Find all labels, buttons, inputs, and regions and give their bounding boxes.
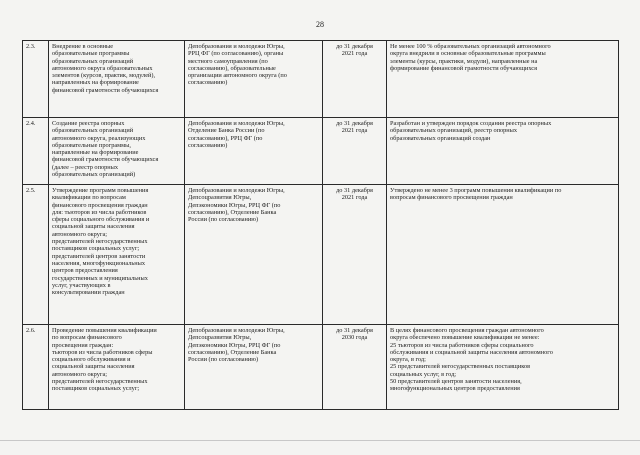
result-cell-line: вопросам финансового просвещения граждан <box>390 194 513 202</box>
deadline-cell-line: до 31 декабря <box>336 120 373 127</box>
deadline-cell <box>323 41 387 118</box>
result-cell-line: В целях финансового просвещения граждан автономного <box>390 327 544 334</box>
result-cell-line: социальных услуг, в год; <box>390 370 457 378</box>
result-cell-line: образовательных организаций создан <box>390 134 491 142</box>
result-cell-line: Разработан и утвержден порядок создания реестра опорных <box>390 120 552 127</box>
table-row <box>23 325 619 410</box>
result-cell <box>387 118 619 185</box>
executors-cell-line: местного самоуправления (по <box>188 57 268 65</box>
task-cell-line: социальной защиты населения <box>52 223 135 231</box>
task-cell-line: Проведение повышения квалификации <box>52 327 157 334</box>
task-cell-line: образовательных организаций) <box>52 171 136 179</box>
task-cell-line: образовательных организаций <box>52 127 134 135</box>
executors-cell-line: организации автономного округа (по <box>188 72 287 80</box>
task-cell-line: Создание реестра опорных <box>52 120 125 127</box>
deadline-cell-line: до 31 декабря <box>336 43 373 50</box>
deadline-cell-line: 2021 года <box>341 127 368 135</box>
result-cell-line: 50 представителей центров занятости населения, <box>390 378 522 386</box>
result-cell-line: округа внедрили в основные образовательные программы <box>390 50 546 58</box>
task-cell-line: Внедрение в основные <box>52 43 114 50</box>
page-bottom-edge <box>0 440 640 441</box>
task-cell-line: услуг, участвующих в <box>52 281 111 289</box>
task-cell-line: для: тьюторов из числа работников <box>52 208 147 216</box>
result-cell-line: элементы (курсы, практики, модули), направленные на <box>390 57 538 65</box>
result-cell-line: Не менее 100 % образовательных организаций автономного <box>390 43 551 50</box>
deadline-cell-line: до 31 декабря <box>336 327 373 334</box>
result-cell-line: 25 представителей негосударственных поставщиков <box>390 363 531 371</box>
executors-cell-line: Отделение Банка России (по <box>188 127 265 135</box>
row-number: 2.4. <box>23 118 49 185</box>
task-cell-line: поставщиков социальных услуг; <box>52 245 140 253</box>
deadline-cell-line: 2030 года <box>341 334 368 342</box>
executors-cell-line: Депобразования и молодежи Югры, <box>188 43 285 50</box>
task-cell-line: населения, многофункциональных <box>52 259 146 267</box>
deadline-cell-line: 2021 года <box>341 50 368 58</box>
executors-cell-line: согласованию), образовательные <box>188 64 276 72</box>
task-cell-line: направленные на формирование <box>52 149 139 157</box>
task-cell <box>49 41 185 118</box>
task-cell-line: тьюторов из числа работников сферы <box>52 348 153 356</box>
executors-cell-line: согласованию), Отделение Банка <box>188 348 277 356</box>
page-number: 28 <box>316 20 324 29</box>
task-cell-line: автономного округа образовательных <box>52 64 153 72</box>
result-cell <box>387 325 619 410</box>
table-row <box>23 118 619 185</box>
task-cell-line: образовательных организаций <box>52 57 134 65</box>
result-cell-line: Утверждено не менее 3 программ повышения квалификации по <box>390 187 562 194</box>
executors-cell <box>185 41 323 118</box>
result-cell-line: округа обеспечено повышение квалификации не менее: <box>390 334 540 342</box>
executors-cell <box>185 118 323 185</box>
task-cell-line: представителей центров занятости <box>52 252 146 260</box>
executors-cell-line: Депсоцразвития Югры, <box>188 194 252 202</box>
executors-cell-line: согласованию), РРЦ ФГ (по <box>188 134 263 142</box>
task-cell-line: Утверждение программ повышения <box>52 187 149 194</box>
executors-cell-line: России (по согласованию) <box>188 216 259 224</box>
task-cell-line: по вопросам финансового <box>52 334 122 342</box>
task-cell-line: центров предоставления <box>52 267 118 275</box>
executors-cell-line: Депэкономики Югры, РРЦ ФГ (по <box>188 201 281 209</box>
executors-cell-line: Депсоцразвития Югры, <box>188 334 252 342</box>
task-cell-line: социального обслуживания и <box>52 356 131 364</box>
deadline-cell <box>323 185 387 325</box>
activity-plan-table <box>22 40 619 410</box>
task-cell-line: государственных и муниципальных <box>52 274 148 282</box>
executors-cell-line: согласованию), Отделение Банка <box>188 208 277 216</box>
task-cell <box>49 325 185 410</box>
task-cell-line: представителей негосударственных <box>52 238 148 246</box>
row-number: 2.5. <box>23 185 49 325</box>
task-cell-line: сферы социального обслуживания и <box>52 216 150 224</box>
executors-cell-line: согласованию) <box>188 141 228 149</box>
task-cell-line: элементов (курсов, практик, модулей), <box>52 72 156 80</box>
task-cell-line: направленных на формирование <box>52 79 139 87</box>
task-cell-line: просвещения граждан: <box>52 341 114 349</box>
task-cell-line: автономного округа, реализующих <box>52 134 146 142</box>
executors-cell-line: Депэкономики Югры, РРЦ ФГ (по <box>188 341 281 349</box>
task-cell <box>49 185 185 325</box>
result-cell <box>387 185 619 325</box>
row-number: 2.3. <box>23 41 49 118</box>
task-cell-line: финансовой грамотности обучающихся <box>52 156 159 164</box>
executors-cell <box>185 185 323 325</box>
result-cell-line: обслуживания и социальной защиты населения автономного <box>390 348 553 356</box>
task-cell-line: образовательные программы, <box>52 141 131 149</box>
task-cell-line: поставщиков социальных услуг; <box>52 385 140 393</box>
table-row <box>23 41 619 118</box>
task-cell-line: финансовой грамотности обучающихся <box>52 86 159 94</box>
deadline-cell-line: до 31 декабря <box>336 187 373 194</box>
table-row <box>23 185 619 325</box>
result-cell-line: округа, в год; <box>390 356 426 364</box>
executors-cell <box>185 325 323 410</box>
deadline-cell <box>323 118 387 185</box>
result-cell-line: образовательных организаций, реестр опорных <box>390 127 518 135</box>
executors-cell-line: Депобразования и молодежи Югры, <box>188 187 285 194</box>
executors-cell-line: России (по согласованию) <box>188 356 259 364</box>
task-cell-line: автономного округа; <box>52 370 108 378</box>
task-cell-line: финансового просвещения граждан <box>52 201 148 209</box>
task-cell-line: консультировании граждан <box>52 289 125 297</box>
task-cell-line: автономного округа; <box>52 230 108 238</box>
task-cell-line: представителей негосударственных <box>52 378 148 386</box>
task-cell-line: социальной защиты населения <box>52 363 135 371</box>
executors-cell-line: РРЦ ФГ (по согласованию), органы <box>188 50 284 58</box>
deadline-cell-line: 2021 года <box>341 194 368 202</box>
result-cell <box>387 41 619 118</box>
result-cell-line: 25 тьюторов из числа работников сферы социального <box>390 341 534 349</box>
executors-cell-line: согласованию) <box>188 79 228 87</box>
task-cell-line: образовательные программы <box>52 50 130 58</box>
deadline-cell <box>323 325 387 410</box>
executors-cell-line: Депобразования и молодежи Югры, <box>188 327 285 334</box>
task-cell-line: квалификации по вопросам <box>52 194 126 202</box>
task-cell-line: (далее – реестр опорных <box>52 163 118 171</box>
task-cell <box>49 118 185 185</box>
result-cell-line: многофункциональных центров предоставления <box>390 385 520 393</box>
result-cell-line: формирование финансовой грамотности обучающихся <box>390 64 537 72</box>
row-number: 2.6. <box>23 325 49 410</box>
executors-cell-line: Депобразования и молодежи Югры, <box>188 120 285 127</box>
